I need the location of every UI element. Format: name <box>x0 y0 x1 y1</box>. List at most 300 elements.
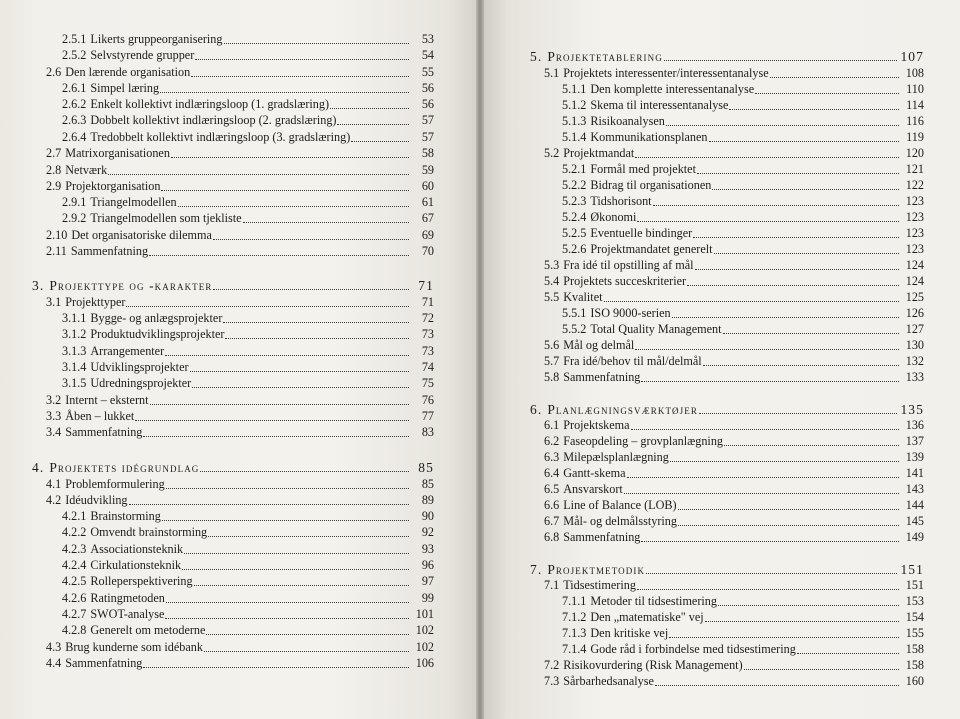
entry-number: 5.2.6 <box>562 242 587 256</box>
entry-number: 2.9.1 <box>62 195 87 209</box>
entry-title: Faseopdeling – grovplanlægning <box>563 434 724 448</box>
toc-entry <box>46 228 434 243</box>
toc-entry <box>46 295 434 310</box>
dot-leader <box>637 589 899 590</box>
entry-title: Projekttype og -karakter <box>49 278 213 293</box>
entry-title: Projekttyper <box>65 295 126 309</box>
toc-entry <box>544 434 924 449</box>
entry-title: Matrixorganisationen <box>65 146 170 160</box>
entry-page-number: 75 <box>421 376 434 390</box>
entry-page-number: 61 <box>421 195 434 209</box>
entry-page-number: 55 <box>421 65 434 79</box>
toc-entry <box>562 226 924 241</box>
dot-leader <box>670 461 899 462</box>
entry-title: Problemformulering <box>65 477 165 491</box>
entry-title: Gantt-skema <box>563 466 626 480</box>
dot-leader <box>624 493 899 494</box>
toc-entry <box>562 642 924 657</box>
entry-title: ISO 9000-serien <box>590 306 671 320</box>
entry-title: Tidsestimering <box>563 578 636 592</box>
toc-entry <box>562 178 924 193</box>
entry-title: Tredobbelt kollektivt indlæringsloop (3. gradslæring) <box>90 130 351 144</box>
entry-number: 4.2.7 <box>62 607 87 621</box>
entry-number: 6.4 <box>544 466 560 480</box>
entry-title: Projektmetodik <box>547 562 646 577</box>
entry-number: 7.1 <box>544 578 560 592</box>
entry-number: 2.11 <box>46 244 67 258</box>
toc-entry <box>544 418 924 433</box>
entry-page-number: 158 <box>905 658 924 672</box>
entry-title: Projektskema <box>563 418 630 432</box>
entry-page-number: 160 <box>905 674 924 688</box>
entry-number: 5.4 <box>544 274 560 288</box>
entry-page-number: 56 <box>421 81 434 95</box>
dot-leader <box>653 205 899 206</box>
toc-entry <box>562 322 924 337</box>
entry-page-number: 124 <box>905 274 924 288</box>
dot-leader <box>695 269 899 270</box>
entry-number: 2.5.2 <box>62 48 87 62</box>
entry-page-number: 137 <box>905 434 924 448</box>
toc-entry <box>62 542 434 557</box>
entry-page-number: 101 <box>415 607 434 621</box>
dot-leader <box>635 349 899 350</box>
toc-entry <box>544 578 924 593</box>
entry-page-number: 70 <box>421 244 434 258</box>
dot-leader <box>213 239 409 240</box>
entry-number: 5.2.3 <box>562 194 587 208</box>
entry-title: Triangelmodellen som tjekliste <box>90 211 242 225</box>
entry-number: 7.3 <box>544 674 560 688</box>
toc-entry <box>544 514 924 529</box>
entry-title: Likerts gruppeorganisering <box>90 32 223 46</box>
entry-number: 4.2.3 <box>62 542 87 556</box>
dot-leader <box>184 553 409 554</box>
dot-leader <box>166 488 409 489</box>
toc-entry <box>62 360 434 375</box>
entry-title: Den „matematiske" vej <box>590 610 704 624</box>
entry-page-number: 53 <box>421 32 434 46</box>
dot-leader <box>709 141 900 142</box>
toc-entry <box>46 493 434 508</box>
entry-number: 7.2 <box>544 658 560 672</box>
entry-title: Generelt om metoderne <box>90 623 206 637</box>
entry-number: 2.8 <box>46 163 62 177</box>
dot-leader <box>693 237 899 238</box>
entry-page-number: 135 <box>900 402 924 417</box>
entry-title: Åben – lukket <box>65 409 135 423</box>
entry-page-number: 126 <box>905 306 924 320</box>
dot-leader <box>635 157 899 158</box>
dot-leader <box>330 108 409 109</box>
toc-entry <box>562 210 924 225</box>
toc-chapter-entry <box>530 562 924 577</box>
entry-number: 2.6.1 <box>62 81 87 95</box>
dot-leader <box>223 322 409 323</box>
entry-title: Netværk <box>65 163 108 177</box>
left-page <box>0 0 476 719</box>
entry-number: 6.6 <box>544 498 560 512</box>
entry-number: 2.9 <box>46 179 62 193</box>
entry-number: 4.3 <box>46 640 62 654</box>
entry-title: Sammenfatning <box>65 656 143 670</box>
dot-leader <box>192 387 409 388</box>
entry-page-number: 76 <box>421 393 434 407</box>
entry-title: Arrangementer <box>90 344 165 358</box>
entry-page-number: 123 <box>905 226 924 240</box>
entry-page-number: 107 <box>900 49 924 64</box>
table-of-contents-right <box>484 0 960 719</box>
entry-page-number: 102 <box>415 640 434 654</box>
toc-entry <box>544 498 924 513</box>
toc-entry <box>562 130 924 145</box>
entry-number: 3.2 <box>46 393 62 407</box>
entry-title: Dobbelt kollektivt indlæringsloop (2. gradslæring) <box>90 113 337 127</box>
entry-page-number: 96 <box>421 558 434 572</box>
entry-title: Den lærende organisation <box>65 65 191 79</box>
entry-page-number: 151 <box>900 562 924 577</box>
entry-page-number: 124 <box>905 258 924 272</box>
entry-page-number: 77 <box>421 409 434 423</box>
dot-leader <box>729 109 899 110</box>
entry-number: 5. <box>530 49 543 64</box>
dot-leader <box>190 371 409 372</box>
dot-leader <box>178 206 409 207</box>
entry-title: Sammenfatning <box>563 370 641 384</box>
entry-number: 4. <box>32 460 45 475</box>
entry-number: 7.1.3 <box>562 626 587 640</box>
entry-title: Line of Balance (LOB) <box>563 498 677 512</box>
entry-number: 6.5 <box>544 482 560 496</box>
entry-page-number: 85 <box>421 477 434 491</box>
entry-number: 5.2 <box>544 146 560 160</box>
entry-number: 3.1.4 <box>62 360 87 374</box>
entry-title: Risikovurdering (Risk Management) <box>563 658 743 672</box>
toc-entry <box>62 81 434 96</box>
entry-number: 6.7 <box>544 514 560 528</box>
entry-page-number: 144 <box>905 498 924 512</box>
entry-page-number: 73 <box>421 344 434 358</box>
dot-leader <box>160 92 409 93</box>
toc-entry <box>544 530 924 545</box>
toc-entry <box>62 509 434 524</box>
dot-leader <box>135 420 409 421</box>
dot-leader <box>770 77 899 78</box>
dot-leader <box>699 413 898 414</box>
entry-page-number: 123 <box>905 210 924 224</box>
entry-title: Planlægningsværktøjer <box>547 402 698 417</box>
dot-leader <box>213 289 409 290</box>
dot-leader <box>150 404 410 405</box>
entry-page-number: 114 <box>906 98 924 112</box>
entry-number: 5.2.4 <box>562 210 587 224</box>
entry-title: Kommunikationsplanen <box>590 130 708 144</box>
dot-leader <box>195 59 409 60</box>
dot-leader <box>641 381 899 382</box>
entry-number: 4.2.6 <box>62 591 87 605</box>
entry-page-number: 54 <box>421 48 434 62</box>
entry-title: Projektetablering <box>547 49 663 64</box>
entry-number: 5.2.1 <box>562 162 587 176</box>
entry-page-number: 99 <box>421 591 434 605</box>
entry-title: Simpel læring <box>90 81 160 95</box>
toc-entry <box>544 482 924 497</box>
entry-page-number: 67 <box>421 211 434 225</box>
dot-leader <box>162 520 409 521</box>
entry-number: 6.2 <box>544 434 560 448</box>
toc-entry <box>544 338 924 353</box>
toc-chapter-entry <box>530 49 924 64</box>
toc-chapter-entry <box>32 278 434 293</box>
entry-page-number: 130 <box>905 338 924 352</box>
entry-title: Idéudvikling <box>65 493 128 507</box>
entry-number: 4.2 <box>46 493 62 507</box>
entry-number: 2.9.2 <box>62 211 87 225</box>
entry-title: Fra idé til opstilling af mål <box>563 258 694 272</box>
entry-number: 4.4 <box>46 656 62 670</box>
toc-entry <box>62 97 434 112</box>
toc-entry <box>62 48 434 63</box>
entry-number: 4.2.4 <box>62 558 87 572</box>
toc-entry <box>562 114 924 129</box>
dot-leader <box>718 605 899 606</box>
dot-leader <box>744 669 899 670</box>
entry-title: Sårbarhedsanalyse <box>563 674 654 688</box>
entry-title: Ansvarskort <box>563 482 623 496</box>
entry-title: Den komplette interessentanalyse <box>590 82 755 96</box>
entry-page-number: 149 <box>905 530 924 544</box>
entry-title: Den kritiske vej <box>590 626 669 640</box>
entry-page-number: 89 <box>421 493 434 507</box>
entry-page-number: 110 <box>906 82 924 96</box>
dot-leader <box>243 222 409 223</box>
dot-leader <box>666 125 899 126</box>
dot-leader <box>143 436 409 437</box>
dot-leader <box>627 477 899 478</box>
entry-number: 7.1.1 <box>562 594 587 608</box>
entry-number: 5.5.1 <box>562 306 587 320</box>
entry-page-number: 97 <box>421 574 434 588</box>
toc-entry <box>62 311 434 326</box>
toc-entry <box>46 65 434 80</box>
entry-title: Økonomi <box>590 210 637 224</box>
entry-title: Fra idé/behov til mål/delmål <box>563 354 702 368</box>
entry-page-number: 120 <box>905 146 924 160</box>
entry-title: Bidrag til organisationen <box>590 178 712 192</box>
entry-number: 4.2.2 <box>62 525 87 539</box>
entry-page-number: 60 <box>421 179 434 193</box>
toc-entry <box>46 425 434 440</box>
entry-page-number: 102 <box>415 623 434 637</box>
entry-title: Udviklingsprojekter <box>90 360 189 374</box>
entry-number: 4.2.1 <box>62 509 87 523</box>
toc-entry <box>46 179 434 194</box>
dot-leader <box>161 190 409 191</box>
entry-title: Tidshorisont <box>590 194 652 208</box>
entry-title: Mål og delmål <box>563 338 635 352</box>
entry-number: 2.6.2 <box>62 97 87 111</box>
dot-leader <box>669 637 899 638</box>
entry-number: 5.1.1 <box>562 82 587 96</box>
dot-leader <box>697 173 899 174</box>
entry-title: Projektets succeskriterier <box>563 274 687 288</box>
entry-number: 5.2.2 <box>562 178 587 192</box>
entry-number: 7. <box>530 562 543 577</box>
entry-number: 5.3 <box>544 258 560 272</box>
toc-entry <box>562 82 924 97</box>
entry-title: Eventuelle bindinger <box>590 226 693 240</box>
entry-page-number: 123 <box>905 194 924 208</box>
toc-entry <box>46 146 434 161</box>
dot-leader <box>672 317 899 318</box>
dot-leader <box>646 573 897 574</box>
dot-leader <box>637 221 899 222</box>
entry-page-number: 58 <box>421 146 434 160</box>
entry-page-number: 73 <box>421 327 434 341</box>
toc-entry <box>544 66 924 81</box>
entry-title: Ratingmetoden <box>90 591 165 605</box>
toc-entry <box>562 610 924 625</box>
entry-title: Sammenfatning <box>563 530 641 544</box>
entry-title: Kvalitet <box>563 290 603 304</box>
entry-title: Projektets interessenter/interessentanalyse <box>563 66 769 80</box>
entry-title: Skema til interessentanalyse <box>590 98 729 112</box>
dot-leader <box>714 253 899 254</box>
entry-number: 2.6.4 <box>62 130 87 144</box>
entry-page-number: 145 <box>905 514 924 528</box>
toc-entry <box>62 113 434 128</box>
entry-title: Triangelmodellen <box>90 195 177 209</box>
entry-page-number: 85 <box>418 460 434 475</box>
dot-leader <box>703 365 899 366</box>
entry-title: Formål med projektet <box>590 162 696 176</box>
entry-number: 2.7 <box>46 146 62 160</box>
entry-number: 7.1.4 <box>562 642 587 656</box>
entry-number: 6. <box>530 402 543 417</box>
entry-page-number: 153 <box>905 594 924 608</box>
dot-leader <box>337 124 409 125</box>
toc-entry <box>62 525 434 540</box>
toc-entry <box>562 242 924 257</box>
entry-title: Selvstyrende grupper <box>90 48 195 62</box>
dot-leader <box>797 653 899 654</box>
dot-leader <box>678 509 899 510</box>
entry-page-number: 108 <box>905 66 924 80</box>
toc-entry <box>62 344 434 359</box>
toc-entry <box>46 393 434 408</box>
dot-leader <box>712 189 899 190</box>
entry-number: 7.1.2 <box>562 610 587 624</box>
entry-title: Milepælsplanlægning <box>563 450 669 464</box>
dot-leader <box>165 618 409 619</box>
entry-number: 2.6 <box>46 65 62 79</box>
book-gutter <box>476 0 484 719</box>
entry-title: Metoder til tidsestimering <box>590 594 717 608</box>
right-page <box>484 0 960 719</box>
dot-leader <box>723 333 899 334</box>
entry-title: Mål- og delmålsstyring <box>563 514 677 528</box>
entry-page-number: 139 <box>905 450 924 464</box>
entry-number: 3.1.5 <box>62 376 87 390</box>
entry-page-number: 93 <box>421 542 434 556</box>
entry-page-number: 71 <box>418 278 434 293</box>
entry-title: Omvendt brainstorming <box>90 525 208 539</box>
entry-page-number: 143 <box>905 482 924 496</box>
entry-number: 4.2.8 <box>62 623 87 637</box>
toc-entry <box>62 376 434 391</box>
toc-entry <box>544 370 924 385</box>
toc-entry <box>544 466 924 481</box>
entry-page-number: 74 <box>421 360 434 374</box>
dot-leader <box>631 429 899 430</box>
entry-number: 6.3 <box>544 450 560 464</box>
toc-entry <box>562 162 924 177</box>
entry-title: Brainstorming <box>90 509 161 523</box>
entry-page-number: 59 <box>421 163 434 177</box>
toc-entry <box>62 607 434 622</box>
toc-entry <box>46 477 434 492</box>
entry-title: Rolleperspektivering <box>90 574 193 588</box>
entry-number: 2.6.3 <box>62 113 87 127</box>
dot-leader <box>705 621 899 622</box>
toc-entry <box>62 32 434 47</box>
entry-number: 4.2.5 <box>62 574 87 588</box>
toc-entry <box>46 640 434 655</box>
dot-leader <box>224 43 410 44</box>
dot-leader <box>206 634 409 635</box>
dot-leader <box>724 445 899 446</box>
entry-number: 5.8 <box>544 370 560 384</box>
toc-entry <box>62 558 434 573</box>
dot-leader <box>171 157 409 158</box>
toc-entry <box>562 594 924 609</box>
entry-page-number: 158 <box>905 642 924 656</box>
dot-leader <box>604 301 900 302</box>
entry-page-number: 116 <box>906 114 924 128</box>
entry-number: 4.1 <box>46 477 62 491</box>
entry-title: Associationsteknik <box>90 542 184 556</box>
entry-title: Sammenfatning <box>65 425 143 439</box>
entry-page-number: 69 <box>421 228 434 242</box>
entry-number: 2.10 <box>46 228 68 242</box>
entry-title: Brug kunderne som idébank <box>65 640 203 654</box>
dot-leader <box>143 667 409 668</box>
entry-number: 3.1.2 <box>62 327 87 341</box>
entry-page-number: 154 <box>905 610 924 624</box>
entry-number: 5.1.3 <box>562 114 587 128</box>
toc-entry <box>544 290 924 305</box>
entry-page-number: 141 <box>905 466 924 480</box>
dot-leader <box>655 685 899 686</box>
entry-title: Total Quality Management <box>590 322 722 336</box>
entry-number: 5.1.4 <box>562 130 587 144</box>
dot-leader <box>687 285 899 286</box>
entry-page-number: 119 <box>906 130 924 144</box>
toc-chapter-entry <box>32 460 434 475</box>
entry-page-number: 57 <box>421 130 434 144</box>
toc-entry <box>562 306 924 321</box>
toc-entry <box>544 674 924 689</box>
entry-number: 2.5.1 <box>62 32 87 46</box>
dot-leader <box>225 338 409 339</box>
entry-number: 5.5.2 <box>562 322 587 336</box>
dot-leader <box>664 60 898 61</box>
dot-leader <box>182 569 409 570</box>
entry-number: 6.8 <box>544 530 560 544</box>
entry-number: 3. <box>32 278 45 293</box>
entry-page-number: 151 <box>905 578 924 592</box>
entry-number: 3.3 <box>46 409 62 423</box>
